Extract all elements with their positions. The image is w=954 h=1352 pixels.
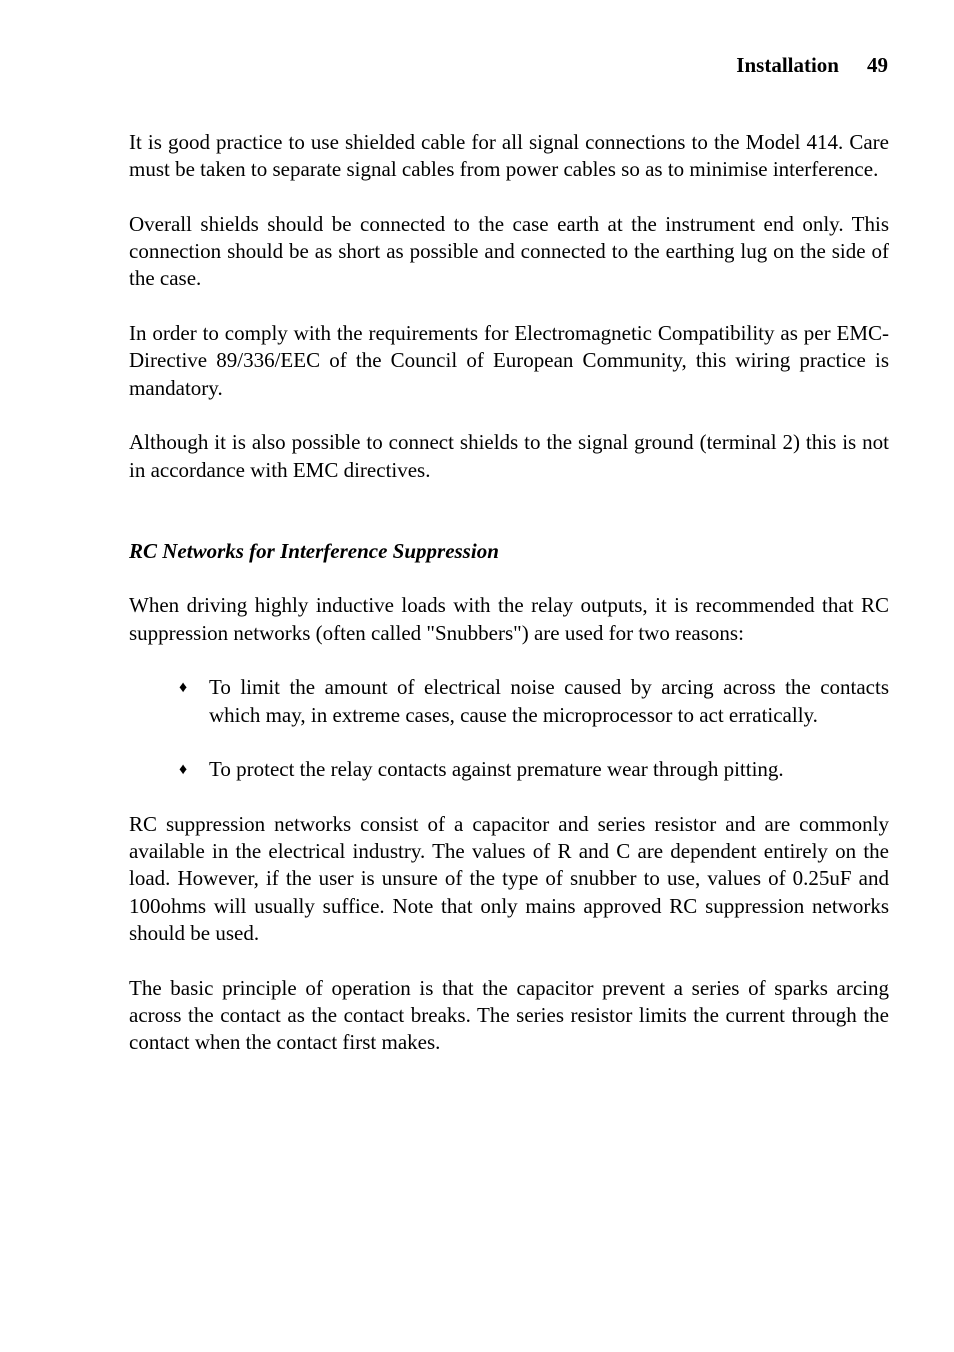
page-number: 49 <box>867 53 888 77</box>
list-item-text: To protect the relay contacts against premature wear through pitting. <box>209 757 784 782</box>
paragraph: RC suppression networks consist of a capacitor and series resistor and are commonly available in the electrical industry. The values of R and C are dependent entirely on the load. However, if the user is unsure of the type of snubber to use, values of 0.25uF and 100ohms will usually suffice. Note that only mains approved RC suppression networks should be used. <box>129 811 889 946</box>
paragraph: It is good practice to use shielded cable for all signal connections to the Model 414. Care must be taken to separate signal cables from power cables so as to minimise interference. <box>129 130 889 182</box>
paragraph: The basic principle of operation is that the capacitor prevent a series of sparks arcing across the contact as the contact breaks. The series resistor limits the current through the contact when the contact first makes. <box>129 975 889 1055</box>
section-title: Installation <box>736 53 839 77</box>
paragraph: Overall shields should be connected to the case earth at the instrument end only. This connection should be as short as possible and connected to the earthing lug on the side of the case. <box>129 211 889 291</box>
bullet-list <box>129 674 889 783</box>
body <box>129 129 889 1084</box>
paragraph: Although it is also possible to connect shields to the signal ground (terminal 2) this is not in accordance with EMC directives. <box>129 430 889 482</box>
section-heading: RC Networks for Interference Suppression <box>129 538 499 563</box>
paragraph: In order to comply with the requirements for Electromagnetic Compatibility as per EMC-Directive 89/336/EEC of the Council of European Community, this wiring practice is mandatory. <box>129 321 889 400</box>
running-header <box>736 52 888 79</box>
diamond-bullet-icon: ♦ <box>179 761 188 779</box>
list-item <box>179 756 889 783</box>
paragraph: When driving highly inductive loads with the relay outputs, it is recommended that RC suppression networks (often called "Snubbers") are used for two reasons: <box>129 593 889 645</box>
list-item <box>179 674 889 729</box>
diamond-bullet-icon: ♦ <box>179 679 188 697</box>
list-item-text: To limit the amount of electrical noise caused by arcing across the contacts which may, in extreme cases, cause the microprocessor to act erratically. <box>209 675 889 727</box>
